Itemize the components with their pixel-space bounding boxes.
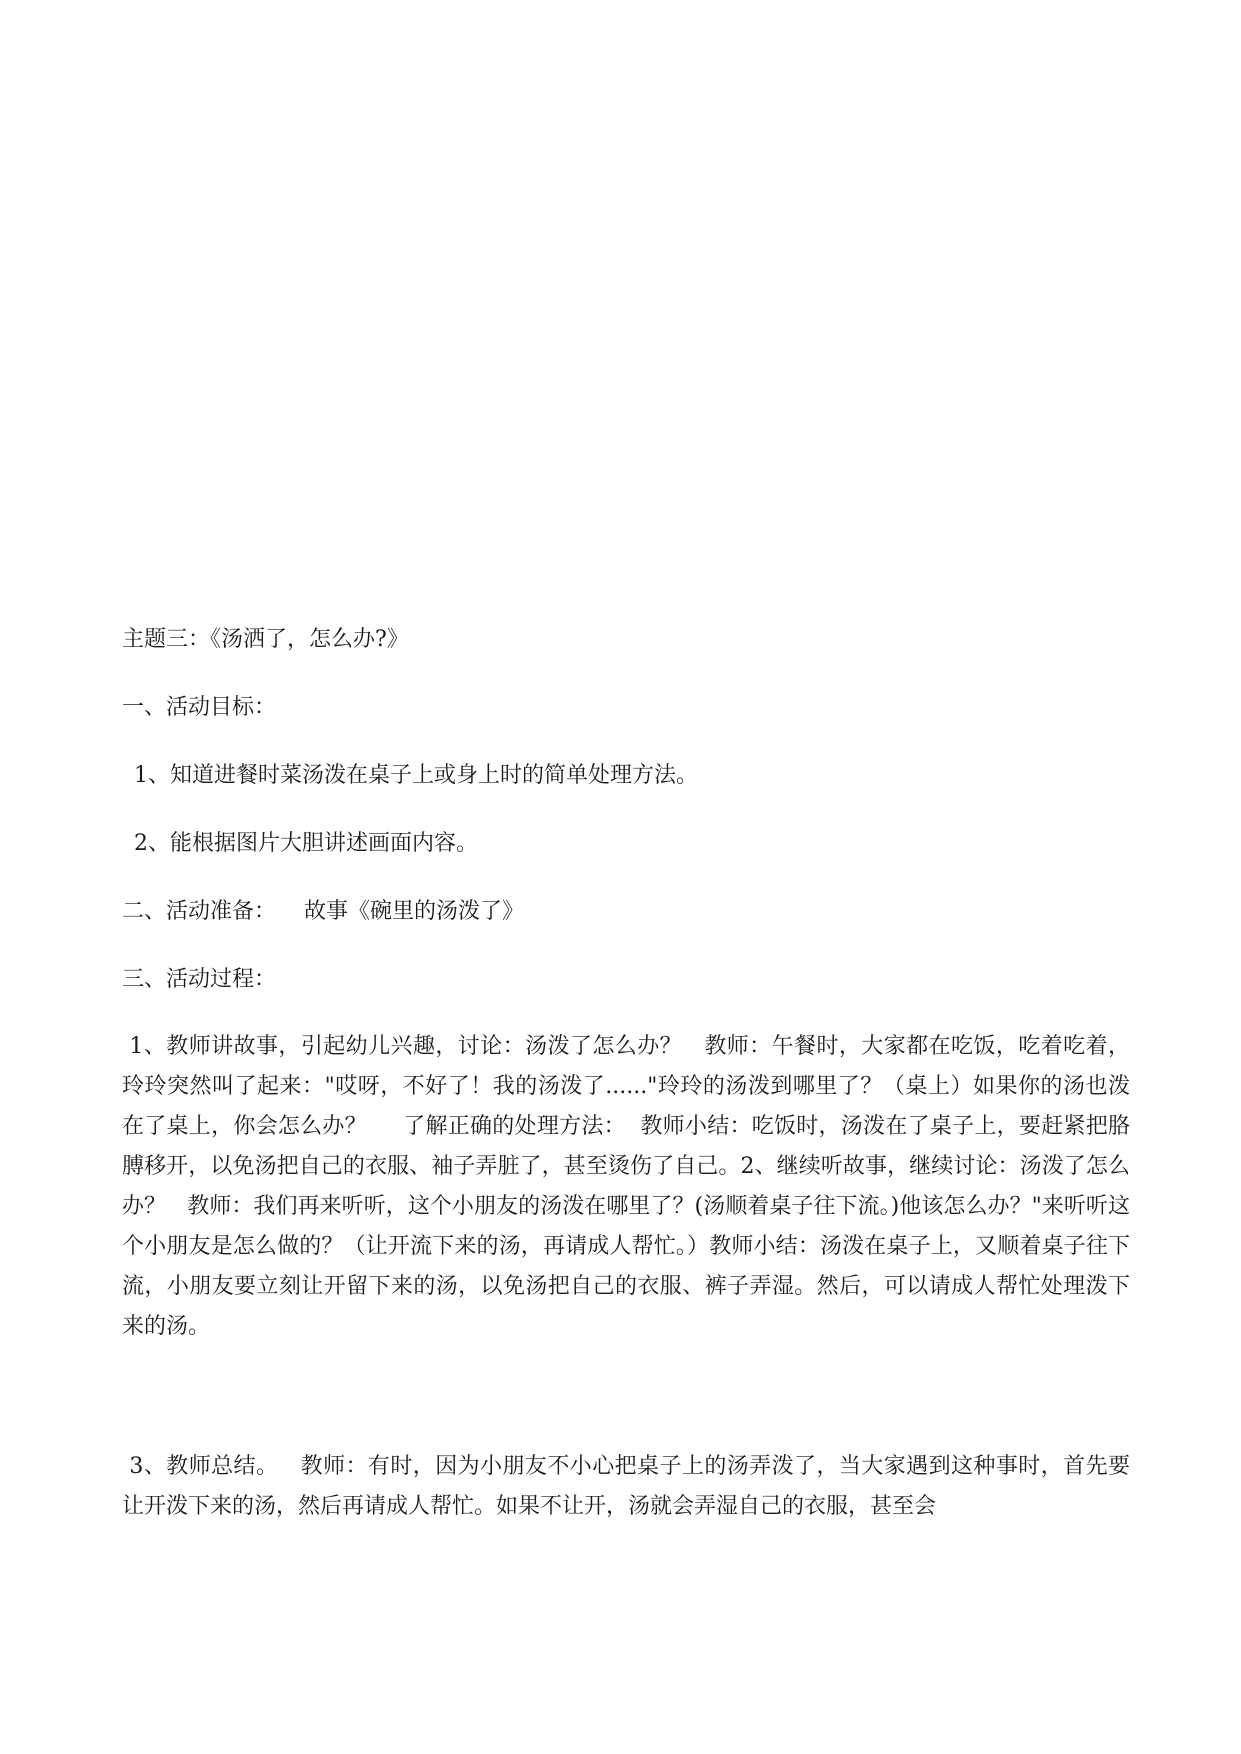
process-paragraph-3: 3、教师总结。 教师：有时，因为小朋友不小心把桌子上的汤弄泼了，当大家遇到这种事时，首先要让开泼下来的汤，然后再请成人帮忙。如果不让开，汤就会弄湿自己的衣服，甚至会 [122, 1454, 1130, 1519]
goal-item-1: 1、知道进餐时菜汤泼在桌子上或身上时的简单处理方法。 [134, 763, 698, 788]
section-heading-goals: 一、活动目标： [122, 695, 277, 720]
process-paragraph-1: 1、教师讲故事，引起幼儿兴趣，讨论：汤泼了怎么办？ 教师：午餐时，大家都在吃饭，吃着吃着，玲玲突然叫了起来："哎呀，不好了！我的汤泼了......"玲玲的汤泼到哪里了？（桌上）如果你的汤也泼在了桌上，你会怎么办？ 了解正确的处理方法： 教师小结：吃饭时，汤泼在了桌子上，要赶紧把胳膊移开，以免汤把自己的衣服、袖子弄脏了，甚至烫伤了自己。2、继续听故事，继续讨论：汤泼了怎么办？ 教师：我们再来听听，这个小朋友的汤泼在哪里了？(汤顺着桌子往下流。)他该怎么办？"来听听这个小朋友是怎么做的？（让开流下来的汤，再请成人帮忙。）教师小结：汤泼在桌子上，又顺着桌子往下流，小朋友要立刻让开留下来的汤，以免汤把自己的衣服、裤子弄湿。然后，可以请成人帮忙处理泼下来的汤。 [122, 1034, 1130, 1339]
section-heading-process: 三、活动过程： [122, 967, 277, 992]
goal-item-2: 2、能根据图片大胆讲述画面内容。 [134, 831, 478, 856]
document-title: 主题三：《汤洒了，怎么办?》 [122, 627, 409, 652]
section-heading-preparation: 二、活动准备： 故事《碗里的汤泼了》 [122, 899, 524, 924]
